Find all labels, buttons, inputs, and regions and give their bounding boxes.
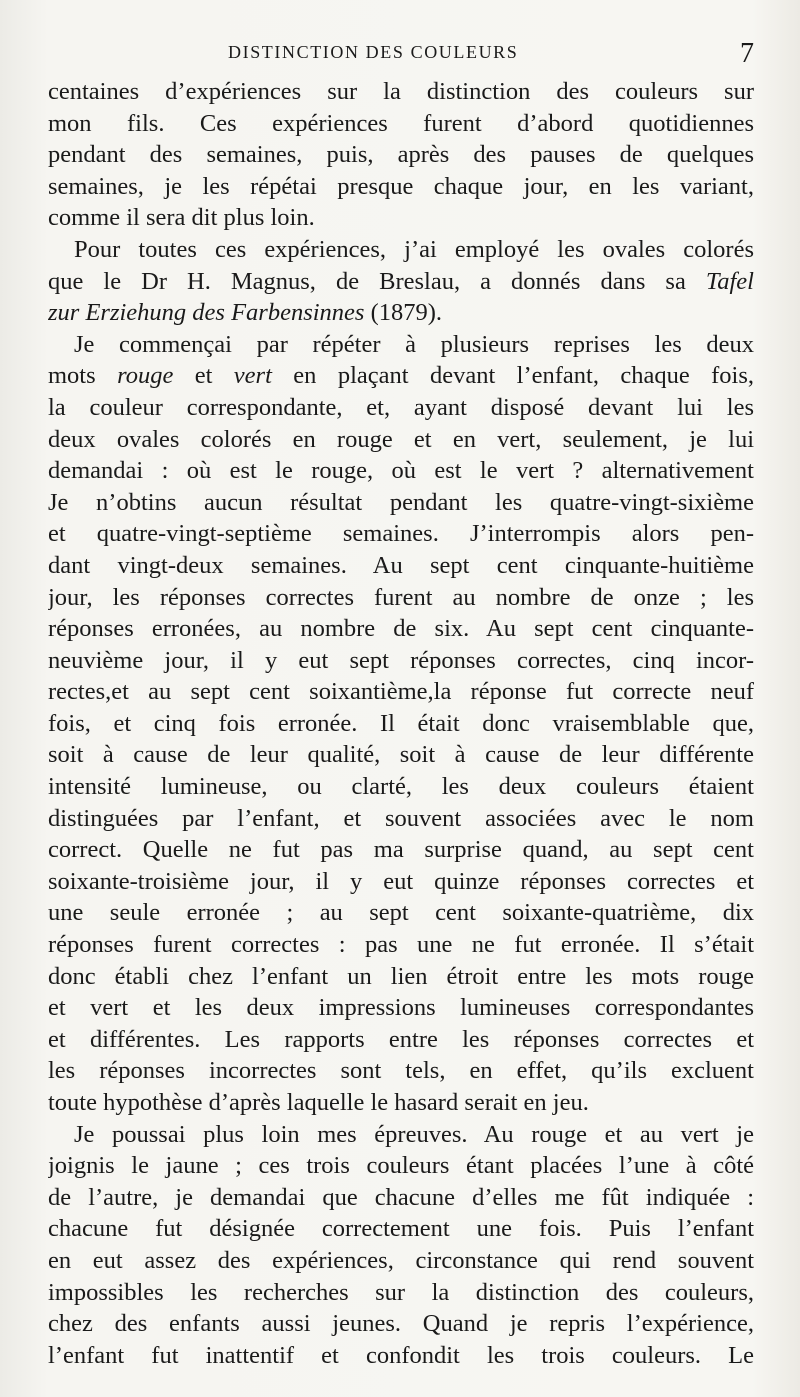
text-line: deux ovales colorés en rouge et en vert, seulement, je lui xyxy=(48,425,754,453)
page-number: 7 xyxy=(740,38,754,69)
text-line: semaines, je les répétai presque chaque jour, en les variant, xyxy=(48,172,754,200)
text-line: Je n’obtins aucun résultat pendant les quatre-vingt-sixième xyxy=(48,488,754,516)
text-line: jour, les réponses correctes furent au nombre de onze ; les xyxy=(48,583,754,611)
text-line: mon fils. Ces expériences furent d’abord quotidiennes xyxy=(48,109,754,137)
text-line: chez des enfants aussi jeunes. Quand je repris l’expérience, xyxy=(48,1310,754,1338)
text-line: Je poussai plus loin mes épreuves. Au rouge et au vert je xyxy=(74,1120,754,1148)
text-line: les réponses incorrectes sont tels, en effet, qu’ils excluent xyxy=(48,1057,754,1085)
text-line: réponses erronées, au nombre de six. Au sept cent cinquante- xyxy=(48,615,754,643)
text-line: dant vingt-deux semaines. Au sept cent cinquante-huitième xyxy=(48,551,754,579)
text-line: toute hypothèse d’après laquelle le hasard serait en jeu. xyxy=(48,1089,589,1116)
text-line: impossibles les recherches sur la distinction des couleurs, xyxy=(48,1278,754,1306)
paragraph xyxy=(48,1119,754,1372)
text-line: et différentes. Les rapports entre les réponses correctes et xyxy=(48,1025,754,1053)
text-line: fois, et cinq fois erronée. Il était donc vraisemblable que, xyxy=(48,709,754,737)
text-line: Pour toutes ces expériences, j’ai employé les ovales colorés xyxy=(74,235,754,263)
text-line: et quatre-vingt-septième semaines. J’interrompis alors pen- xyxy=(48,520,754,548)
text-line: Je commençai par répéter à plusieurs reprises les deux xyxy=(74,330,754,358)
page-header xyxy=(48,38,768,72)
text-line: donc établi chez l’enfant un lien étroit entre les mots rouge xyxy=(48,962,754,990)
text-line: demandai : où est le rouge, où est le vert ? alternativement xyxy=(48,457,754,485)
text-line: mots rouge et vert en plaçant devant l’enfant, chaque fois, xyxy=(48,362,754,390)
running-head: DISTINCTION DES COULEURS xyxy=(228,42,519,62)
text-line: en eut assez des expériences, circonstance qui rend souvent xyxy=(48,1246,754,1274)
text-line: joignis le jaune ; ces trois couleurs étant placées l’une à côté xyxy=(48,1152,754,1180)
paragraph xyxy=(48,329,754,1119)
text-line: soixante-troisième jour, il y eut quinze réponses correctes et xyxy=(48,867,754,895)
paragraph xyxy=(48,76,754,234)
paragraph xyxy=(48,234,754,329)
text-line: pendant des semaines, puis, après des pauses de quelques xyxy=(48,141,754,169)
text-line: que le Dr H. Magnus, de Breslau, a donnés dans sa Tafel xyxy=(48,267,754,295)
text-line: de l’autre, je demandai que chacune d’elles me fût indiquée : xyxy=(48,1183,754,1211)
text-line: une seule erronée ; au sept cent soixante-quatrième, dix xyxy=(48,899,754,927)
text-line: l’enfant fut inattentif et confondit les trois couleurs. Le xyxy=(48,1341,754,1369)
text-line: distinguées par l’enfant, et souvent associées avec le nom xyxy=(48,804,754,832)
text-line: neuvième jour, il y eut sept réponses correctes, cinq incor- xyxy=(48,646,754,674)
text-line: chacune fut désignée correctement une fois. Puis l’enfant xyxy=(48,1215,754,1243)
text-line: zur Erziehung des Farbensinnes (1879). xyxy=(48,299,443,327)
text-line: intensité lumineuse, ou clarté, les deux couleurs étaient xyxy=(48,773,754,801)
text-line: la couleur correspondante, et, ayant disposé devant lui les xyxy=(48,393,754,421)
text-line: rectes,et au sept cent soixantième,la réponse fut correcte neuf xyxy=(48,678,754,706)
text-line: réponses furent correctes : pas une ne fut erronée. Il s’était xyxy=(48,931,754,959)
text-line: centaines d’expériences sur la distinction des couleurs sur xyxy=(48,78,754,105)
body-text xyxy=(48,76,754,1371)
text-line: correct. Quelle ne fut pas ma surprise quand, au sept cent xyxy=(48,836,754,864)
text-line: comme il sera dit plus loin. xyxy=(48,204,315,232)
text-line: soit à cause de leur qualité, soit à cause de leur différente xyxy=(48,741,754,769)
text-line: et vert et les deux impressions lumineuses correspondantes xyxy=(48,994,754,1022)
